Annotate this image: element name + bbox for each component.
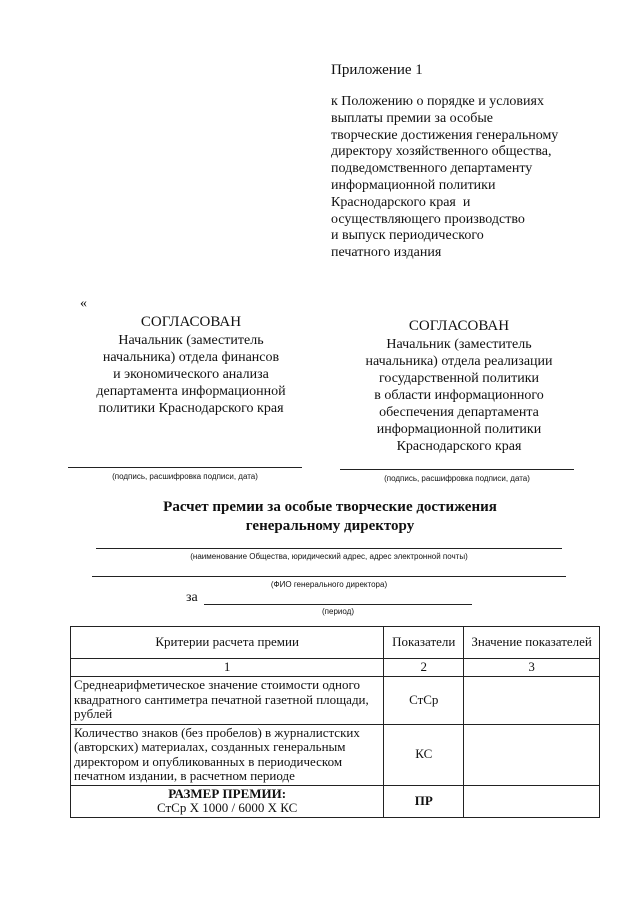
appendix-title: Приложение 1: [331, 62, 423, 78]
document-title-line: Расчет премии за особые творческие достижения: [163, 499, 497, 515]
criterion-cell: Количество знаков (без пробелов) в журналистских (авторских) материалах, созданных генеральным директором и опубликованных в периодическом печатном издании, в расчетном периоде: [71, 724, 384, 785]
appendix-line: директору хозяйственного общества,: [331, 144, 552, 160]
approval-line: Краснодарского края: [396, 439, 522, 454]
approval-line: обеспечения департамента: [379, 405, 539, 420]
director-field-line[interactable]: [92, 576, 566, 577]
column-number: 2: [384, 659, 464, 677]
criterion-cell: Среднеарифметическое значение стоимости одного квадратного сантиметра печатной газетной площади, рублей: [71, 676, 384, 724]
approval-line: государственной политики: [379, 371, 539, 386]
period-field-line[interactable]: [204, 604, 472, 605]
table-row: [71, 676, 600, 724]
total-indicator: ПР: [384, 785, 464, 817]
appendix-line: печатного издания: [331, 245, 442, 261]
total-formula: СтСр Х 1000 / 6000 Х КС: [157, 800, 298, 815]
signature-caption-left: (подпись, расшифровка подписи, дата): [112, 472, 258, 481]
appendix-line: информационной политики: [331, 177, 496, 193]
approval-line: политики Краснодарского края: [98, 401, 284, 416]
signature-caption-right: (подпись, расшифровка подписи, дата): [384, 474, 530, 483]
approval-line: начальника) отдела реализации: [365, 354, 553, 369]
approval-line: в области информационного: [374, 388, 544, 403]
column-number: 3: [464, 659, 600, 677]
approval-heading: СОГЛАСОВАН: [140, 314, 242, 330]
indicator-cell: СтСр: [384, 676, 464, 724]
approval-heading: СОГЛАСОВАН: [408, 318, 510, 334]
signature-line-left: [68, 467, 302, 468]
total-cell: [71, 785, 384, 817]
criteria-table: [70, 626, 600, 818]
indicator-cell: КС: [384, 724, 464, 785]
total-value-cell[interactable]: [464, 785, 600, 817]
value-cell[interactable]: [464, 724, 600, 785]
table-row: [71, 724, 600, 785]
approval-block-right: [350, 318, 568, 455]
appendix-line: осуществляющего производство: [331, 211, 525, 227]
appendix-line: творческие достижения генеральному: [331, 127, 559, 143]
approval-line: Начальник (заместитель: [386, 337, 532, 352]
period-prefix: за: [186, 590, 198, 605]
appendix-line: Краснодарского края и: [331, 194, 471, 210]
header-indicators: Показатели: [384, 627, 464, 659]
approval-line: департамента информационной: [96, 384, 286, 399]
header-values: Значение показателей: [464, 627, 600, 659]
approval-line: информационной политики: [376, 422, 542, 437]
period-caption: (период): [322, 607, 354, 616]
table-total-row: [71, 785, 600, 817]
quote-mark: «: [80, 296, 87, 311]
signature-line-right: [340, 469, 574, 470]
table-header-row: [71, 627, 600, 659]
appendix-line: и выпуск периодического: [331, 228, 484, 244]
appendix-line: подведомственного департаменту: [331, 161, 533, 177]
document-title-line: генеральному директору: [245, 518, 415, 534]
appendix-description: [331, 94, 581, 262]
director-caption: (ФИО генерального директора): [270, 580, 388, 589]
document-title: [80, 498, 580, 536]
appendix-line: выплаты премии за особые: [331, 110, 493, 126]
approval-line: Начальник (заместитель: [118, 333, 264, 348]
table-column-numbers-row: [71, 659, 600, 677]
total-label: РАЗМЕР ПРЕМИИ:: [168, 785, 287, 801]
column-number: 1: [71, 659, 384, 677]
organization-field-line[interactable]: [96, 548, 562, 549]
approval-line: начальника) отдела финансов: [102, 350, 280, 365]
value-cell[interactable]: [464, 676, 600, 724]
appendix-line: к Положению о порядке и условиях: [331, 94, 544, 109]
header-criteria: Критерии расчета премии: [71, 627, 384, 659]
organization-caption: (наименование Общества, юридический адрес, адрес электронной почты): [190, 552, 468, 561]
approval-block-left: [80, 314, 302, 417]
approval-line: и экономического анализа: [113, 367, 269, 382]
